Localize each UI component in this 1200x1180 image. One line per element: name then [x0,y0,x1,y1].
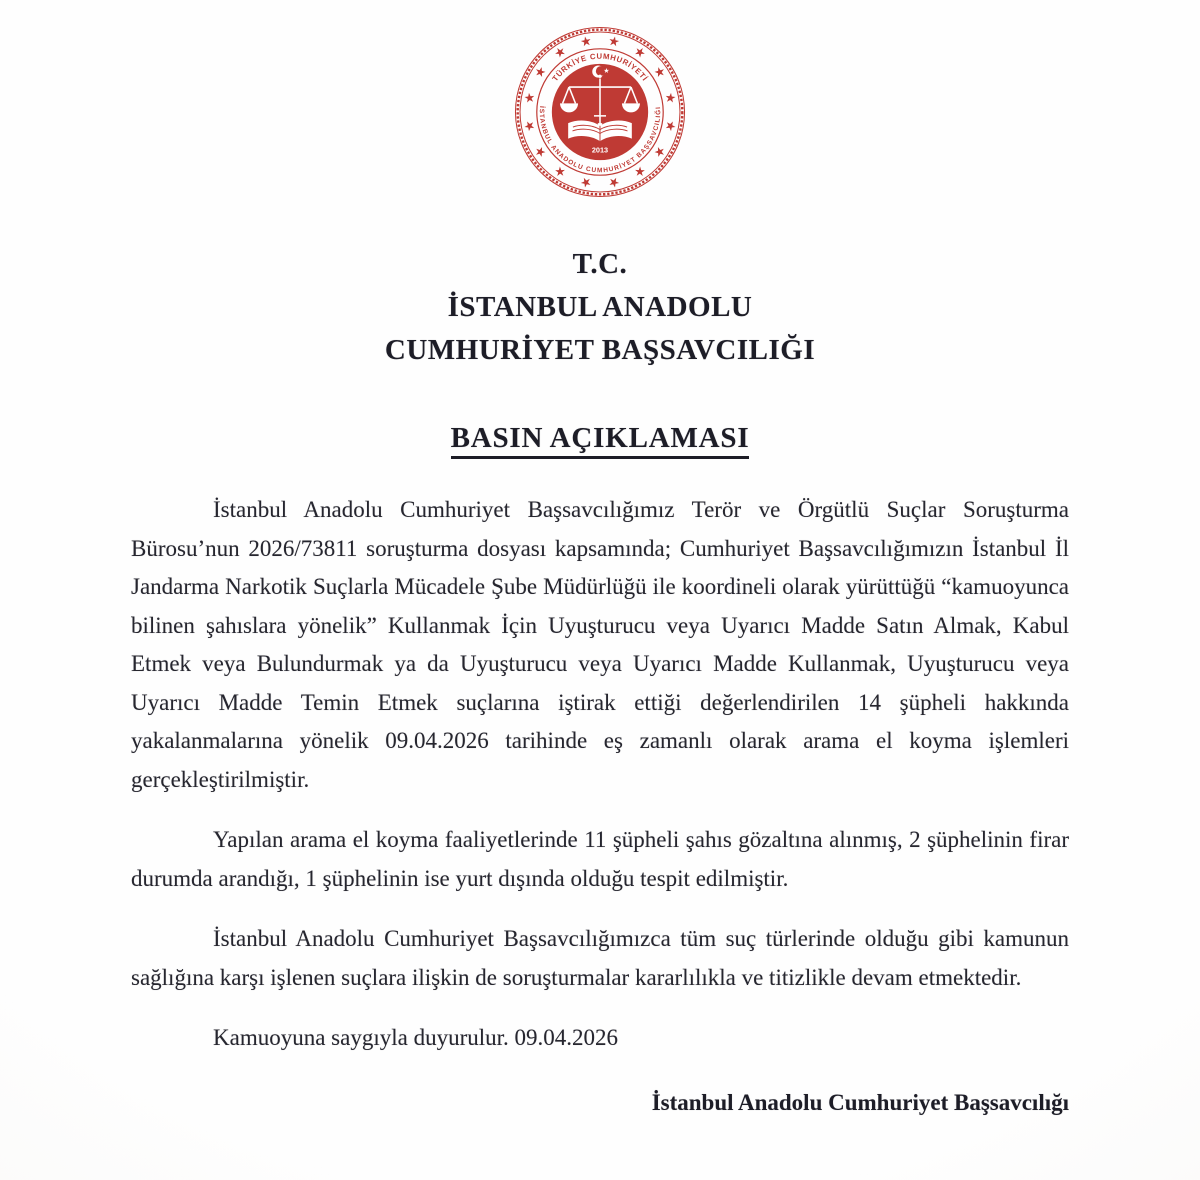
press-release-title-text: BASIN AÇIKLAMASI [451,422,750,459]
paragraph-commitment-statement: İstanbul Anadolu Cumhuriyet Başsavcılığımızca tüm suç türlerinde olduğu gibi kamunun sağlığına karşı işlenen suçlara ilişkin de soruşturmalar kararlılıkla ve titizlikle devam etmektedir. [131,926,1069,990]
seal-emblem-graphic [514,26,686,198]
seal-year: 2013 [591,145,609,155]
document-page [0,26,1200,1180]
seal-bottom-arc-text: İSTANBUL ANADOLU CUMHURİYET BAŞSAVCILIĞI [537,105,663,175]
seal-top-arc-text: TÜRKİYE CUMHURİYETİ [550,51,650,83]
press-release-title [0,422,1200,455]
paragraph-detention-results: Yapılan arama el koyma faaliyetlerinde 11 şüpheli şahıs gözaltına alınmış, 2 şüphelinin firar durumda arandığı, 1 şüphelinin ise yurt dışında olduğu tespit edilmiştir. [131,827,1069,891]
header-institution-line2: CUMHURİYET BAŞSAVCILIĞI [384,334,816,366]
signature-line: İstanbul Anadolu Cumhuriyet Başsavcılığı [651,1089,1069,1115]
document-body [131,491,1069,1122]
paragraph-operation-details: İstanbul Anadolu Cumhuriyet Başsavcılığımız Terör ve Örgütlü Suçlar Soruşturma Bürosu’nun 2026/73811 soruşturma dosyası kapsamında; Cumhuriyet Başsavcılığımızın İstanbul İl Jandarma Narkotik Suçlarla Mücadele Şube Müdürlüğü ile koordineli olarak yürüttüğü “kamuoyunca bilinen şahıslara yönelik” Kullanmak İçin Uyuşturucu veya Uyarıcı Madde Satın Almak, Kabul Etmek veya Bulundurmak ya da Uyuşturucu veya Uyarıcı Madde Kullanmak, Uyuşturucu veya Uyarıcı Madde Temin Etmek suçlarına iştirak ettiği değerlendirilen 14 şüpheli hakkında yakalanmalarına yönelik 09.04.2026 tarihinde eş zamanlı olarak arama el koyma işlemleri gerçekleştirilmiştir. [131,497,1069,792]
header-institution-line1: İSTANBUL ANADOLU [447,291,753,323]
document-header [0,243,1200,372]
header-tc: T.C. [572,248,628,280]
seal-inner-disc [552,64,648,160]
closing-line: Kamuoyuna saygıyla duyurulur. 09.04.2026 [213,1025,619,1050]
prosecutor-office-seal [514,26,686,203]
